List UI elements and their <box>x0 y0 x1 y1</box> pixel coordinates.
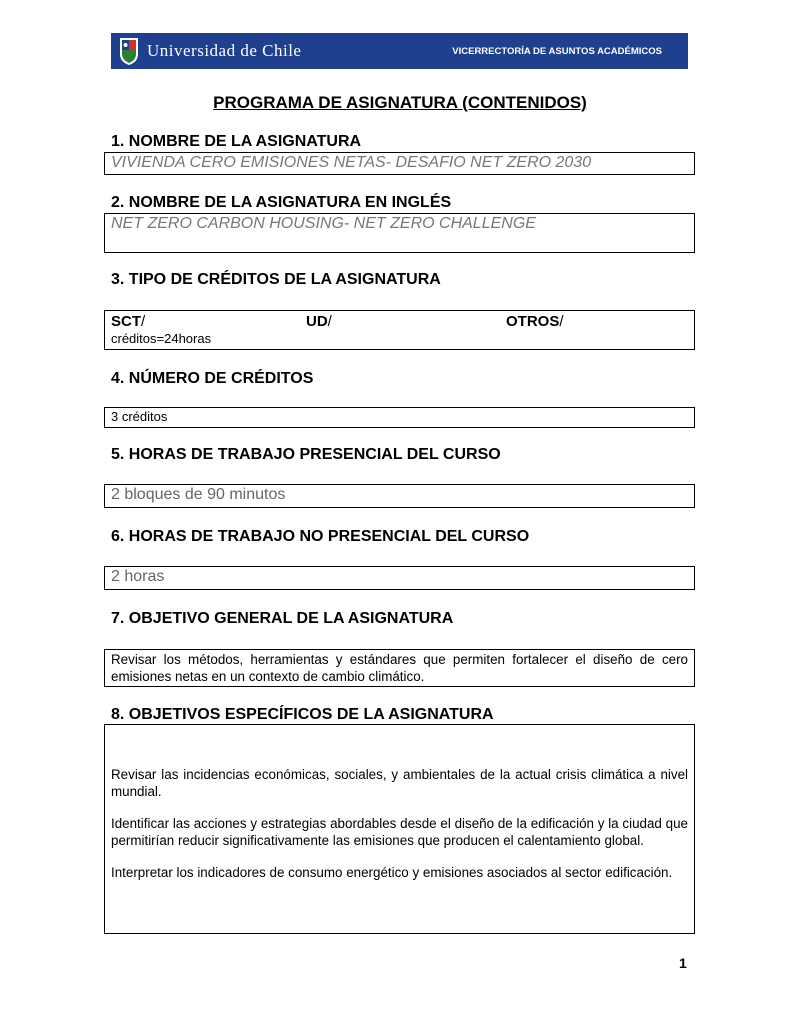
section-1-heading: 1. NOMBRE DE LA ASIGNATURA <box>111 133 362 150</box>
document-title: PROGRAMA DE ASIGNATURA (CONTENIDOS) <box>213 93 587 112</box>
section-1-box <box>104 152 695 175</box>
section-2-heading: 2. NOMBRE DE LA ASIGNATURA EN INGLÉS <box>111 194 452 211</box>
credit-count: 3 créditos <box>111 409 168 424</box>
specific-objective-1: Revisar las incidencias económicas, sociales, y ambientales de la actual crisis climática a nivel mundial. <box>111 767 688 799</box>
page-number: 1 <box>679 955 687 971</box>
credit-type-otros: OTROS/ <box>506 313 564 330</box>
section-5-box <box>104 484 695 508</box>
specific-objective-3: Interpretar los indicadores de consumo energético y emisiones asociados al sector edificación. <box>111 865 673 880</box>
section-8-heading: 8. OBJETIVOS ESPECÍFICOS DE LA ASIGNATURA <box>111 706 494 723</box>
specific-objective-2: Identificar las acciones y estrategias abordables desde el diseño de la edificación y la ciudad que permitirían reducir significativamente las emisiones que producen el calentamiento global. <box>111 816 688 848</box>
university-name: Universidad de Chile <box>147 41 302 60</box>
credit-types-row <box>105 311 694 331</box>
credit-type-ud: UD/ <box>306 313 332 330</box>
section-4-heading: 4. NÚMERO DE CRÉDITOS <box>111 370 314 387</box>
section-4-box <box>104 407 695 428</box>
credit-type-sct: SCT/ <box>111 313 146 330</box>
section-7-box <box>104 649 695 687</box>
section-5-heading: 5. HORAS DE TRABAJO PRESENCIAL DEL CURSO <box>111 446 501 463</box>
section-6-box <box>104 566 695 590</box>
section-3-box <box>104 310 695 350</box>
university-crest-icon <box>118 36 140 66</box>
header-banner <box>111 33 688 69</box>
section-7-heading: 7. OBJETIVO GENERAL DE LA ASIGNATURA <box>111 610 454 627</box>
section-8-box <box>104 724 695 934</box>
section-2-box <box>104 213 695 253</box>
course-name-english: NET ZERO CARBON HOUSING- NET ZERO CHALLENGE <box>111 215 536 232</box>
office-name: VICERRECTORÍA DE ASUNTOS ACADÉMICOS <box>452 46 662 57</box>
section-6-heading: 6. HORAS DE TRABAJO NO PRESENCIAL DEL CURSO <box>111 528 530 545</box>
in-person-hours: 2 bloques de 90 minutos <box>111 486 286 503</box>
credit-note: créditos=24horas <box>111 331 212 346</box>
course-name: VIVIENDA CERO EMISIONES NETAS- DESAFIO NET ZERO 2030 <box>111 154 592 171</box>
general-objective: Revisar los métodos, herramientas y estándares que permiten fortalecer el diseño de cero emisiones netas en un contexto de cambio climático. <box>111 652 688 684</box>
remote-hours: 2 horas <box>111 568 165 585</box>
section-3-heading: 3. TIPO DE CRÉDITOS DE LA ASIGNATURA <box>111 271 441 288</box>
